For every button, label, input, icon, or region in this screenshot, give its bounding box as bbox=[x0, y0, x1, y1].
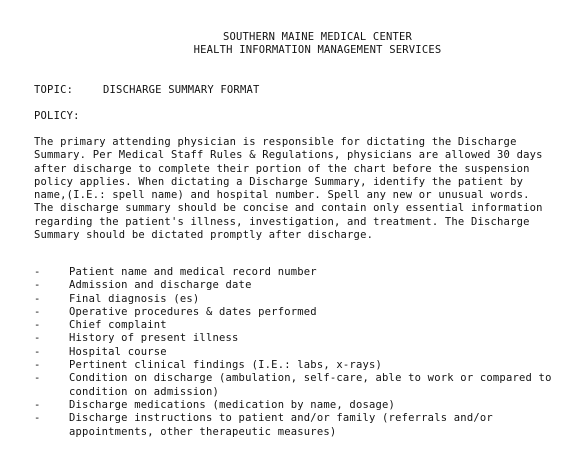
list-item-text: Final diagnosis (es) bbox=[69, 292, 200, 305]
list-item-text: Admission and discharge date bbox=[69, 279, 252, 292]
list-item bbox=[34, 266, 559, 279]
list-item bbox=[34, 359, 559, 372]
policy-paragraph: The primary attending physician is responsible for dictating the Discharge Summary. Per Medical Staff Rules & Regulations, physicians are allowed 30 days after discharge to complete their portion of the chart before the suspension policy applies. When dictating a Discharge Summary, identify the patient by name,(I.E.: spell name) and hospital number. Spell any new or unusual words. The discharge summary should be concise and contain only essential information regarding the patient's illness, investigation, and treatment. The Discharge Summary should be dictated promptly after discharge. bbox=[34, 136, 543, 242]
list-item bbox=[34, 332, 559, 345]
list-bullet: - bbox=[34, 398, 41, 411]
topic-value: DISCHARGE SUMMARY FORMAT bbox=[103, 84, 260, 96]
list-item bbox=[34, 346, 559, 359]
list-bullet: - bbox=[34, 279, 41, 292]
list-item bbox=[34, 319, 559, 332]
list-item-text: Operative procedures & dates performed bbox=[69, 305, 317, 318]
list-bullet: - bbox=[34, 345, 41, 358]
list-item-text: Hospital course bbox=[69, 345, 167, 358]
list-item-text: History of present illness bbox=[69, 332, 239, 345]
list-bullet: - bbox=[34, 372, 41, 385]
list-bullet: - bbox=[34, 332, 41, 345]
list-item-text: Discharge medications (medication by name, dosage) bbox=[69, 398, 396, 411]
list-item bbox=[34, 279, 559, 292]
list-bullet: - bbox=[34, 266, 41, 278]
list-item-text: Pertinent clinical findings (I.E.: labs, x-rays) bbox=[69, 359, 383, 372]
list-item-text: Patient name and medical record number bbox=[69, 266, 317, 278]
list-item-text: Condition on discharge (ambulation, self-care, able to work or compared to condition on admission) bbox=[69, 372, 552, 398]
department-name: HEALTH INFORMATION MANAGEMENT SERVICES bbox=[193, 44, 442, 56]
list-bullet: - bbox=[34, 359, 41, 372]
list-bullet: - bbox=[34, 412, 41, 425]
list-item-text: Discharge instructions to patient and/or family (referrals and/or appointments, other therapeutic measures) bbox=[69, 412, 493, 438]
list-item bbox=[34, 372, 559, 399]
list-item bbox=[34, 306, 559, 319]
organization-name: SOUTHERN MAINE MEDICAL CENTER bbox=[222, 31, 413, 43]
list-bullet: - bbox=[34, 319, 41, 332]
list-bullet: - bbox=[34, 305, 41, 318]
list-item-text: Chief complaint bbox=[69, 319, 167, 332]
list-item bbox=[34, 399, 559, 412]
list-item bbox=[34, 412, 559, 439]
policy-label: POLICY: bbox=[34, 110, 80, 122]
topic-label: TOPIC: bbox=[34, 84, 74, 96]
summary-items-list bbox=[34, 266, 559, 439]
list-item bbox=[34, 293, 559, 306]
list-bullet: - bbox=[34, 292, 41, 305]
